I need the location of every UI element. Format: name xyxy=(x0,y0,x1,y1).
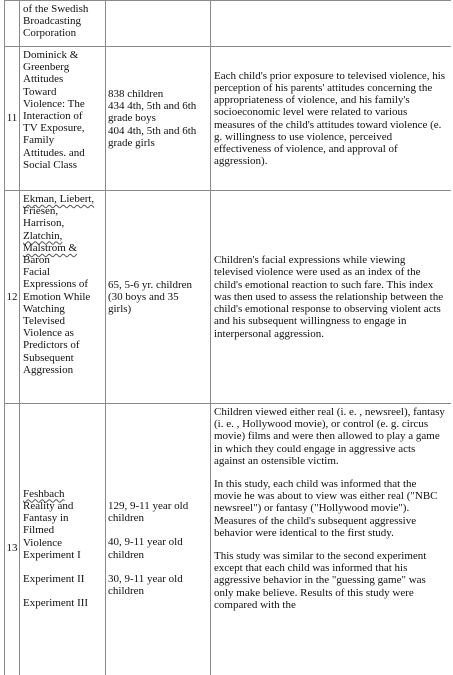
subjects-gap xyxy=(108,561,208,573)
description-cell: Each child's prior exposure to televised violence, his perception of his parents' attitudes concerning the appropriateness of violence, and his family's socioeconomic level were related to various measures of the child's attitudes toward violence (e. g. willingness to use violence, perceived effectiveness of violence, and approval of aggression). xyxy=(211,47,452,191)
reference-line: TV Exposure, xyxy=(23,122,85,135)
description-cell xyxy=(211,1,452,47)
reference-line: Televised xyxy=(23,315,65,328)
document-page xyxy=(4,0,451,675)
description-paragraph: Children viewed either real (i. e. , newsreel), fantasy (i. e. , Hollywood movie), or control (e. g. circus movie) films and were then allowed to play a game in which they could engage in aggressive acts against an ostensible victim. xyxy=(214,406,445,467)
row-number: 11 xyxy=(5,47,20,191)
subjects-gap xyxy=(108,524,208,536)
reference-line: Experiment I xyxy=(23,548,81,561)
reference-line: Harrison, xyxy=(23,217,65,230)
reference-line: Malstrom & xyxy=(23,241,78,254)
subjects-line: 40, 9-11 year old xyxy=(108,536,183,549)
reference-line: Emotion While xyxy=(23,290,91,303)
row-number: 13 xyxy=(5,404,20,675)
reference-line: Subsequent xyxy=(23,351,74,364)
reference-line: Violence as xyxy=(23,327,74,340)
reference-line: Violence: The xyxy=(23,97,85,110)
reference-line: Reality and xyxy=(23,499,74,512)
row-number: 12 xyxy=(5,191,20,404)
description-paragraph: In this study, each child was informed that the movie he was about to view was either real ("NBC newsreel") or fantasy ("Hollywood movie"). Measures of the child's subsequent aggressive behavior were identical to the first study. xyxy=(214,478,438,539)
table-row xyxy=(5,191,452,404)
subjects-line: children xyxy=(108,512,145,525)
reference-line: Attitudes xyxy=(23,73,64,86)
reference-line: Dominick & xyxy=(23,49,79,61)
reference-line: Facial xyxy=(23,266,50,279)
reference-line: Friesen, xyxy=(23,205,59,218)
subjects-cell xyxy=(106,404,211,675)
subjects-line: 838 children xyxy=(108,87,164,100)
reference-line: Zlatchin, xyxy=(23,229,63,242)
reference-cell xyxy=(20,404,106,675)
subjects-line: grade girls xyxy=(108,136,155,149)
subjects-cell xyxy=(106,47,211,191)
reference-gap xyxy=(23,561,102,573)
reference-line: Feshbach xyxy=(23,487,65,500)
subjects-line: (30 boys and 35 xyxy=(108,290,179,303)
table-row xyxy=(5,1,452,47)
reference-line: Predictors of xyxy=(23,339,80,352)
reference-line: Interaction of xyxy=(23,110,83,123)
row-number xyxy=(5,1,20,47)
reference-line: Social Class xyxy=(23,158,78,171)
reference-line: Experiment III xyxy=(23,597,89,610)
subjects-line: 65, 5-6 yr. children xyxy=(108,278,193,291)
studies-table xyxy=(4,0,451,675)
reference-cell xyxy=(20,191,106,404)
description-cell: Children's facial expressions while viewing televised violence were used as an index of the child's emotional reaction to such fare. This index was then used to assess the relationship between the child's emotional response to observing violent acts and his subsequent willingness to engage in interpersonal aggression. xyxy=(211,191,452,404)
subjects-line: grade boys xyxy=(108,112,156,125)
reference-line: Ekman, Liebert, xyxy=(23,193,95,205)
reference-line: Corporation xyxy=(23,27,77,40)
reference-line: of the Swedish xyxy=(23,3,89,15)
subjects-line: 434 4th, 5th and 6th xyxy=(108,100,197,113)
reference-line: Expressions of xyxy=(23,278,89,291)
reference-line: Family xyxy=(23,134,55,147)
reference-line: Experiment II xyxy=(23,572,85,585)
reference-gap xyxy=(23,585,102,597)
reference-cell xyxy=(20,47,106,191)
subjects-cell xyxy=(106,1,211,47)
reference-line: Greenberg xyxy=(23,61,70,74)
reference-line: Aggression xyxy=(23,363,74,376)
reference-cell xyxy=(20,1,106,47)
subjects-line: girls) xyxy=(108,303,132,316)
reference-line: Violence xyxy=(23,536,63,549)
subjects-line: 404 4th, 5th and 6th xyxy=(108,124,197,137)
subjects-line: children xyxy=(108,548,145,561)
description-paragraph: This study was similar to the second experiment except that each child was informed that his aggressive behavior in the "guessing game" was only make believe. Results of this study were compared with the xyxy=(214,550,427,611)
table-row xyxy=(5,404,452,675)
reference-line: Attitudes. and xyxy=(23,146,85,159)
table-row xyxy=(5,47,452,191)
subjects-line: children xyxy=(108,584,145,597)
reference-line: Fantasy in xyxy=(23,512,69,525)
reference-line: Baron xyxy=(23,254,50,267)
reference-line: Toward xyxy=(23,85,57,98)
reference-line: Watching xyxy=(23,302,65,315)
subjects-cell xyxy=(106,191,211,404)
reference-line: Broadcasting xyxy=(23,15,82,28)
subjects-line: 129, 9-11 year old xyxy=(108,499,189,512)
reference-line: Filmed xyxy=(23,524,55,537)
subjects-line: 30, 9-11 year old xyxy=(108,572,183,585)
description-cell xyxy=(211,404,452,675)
